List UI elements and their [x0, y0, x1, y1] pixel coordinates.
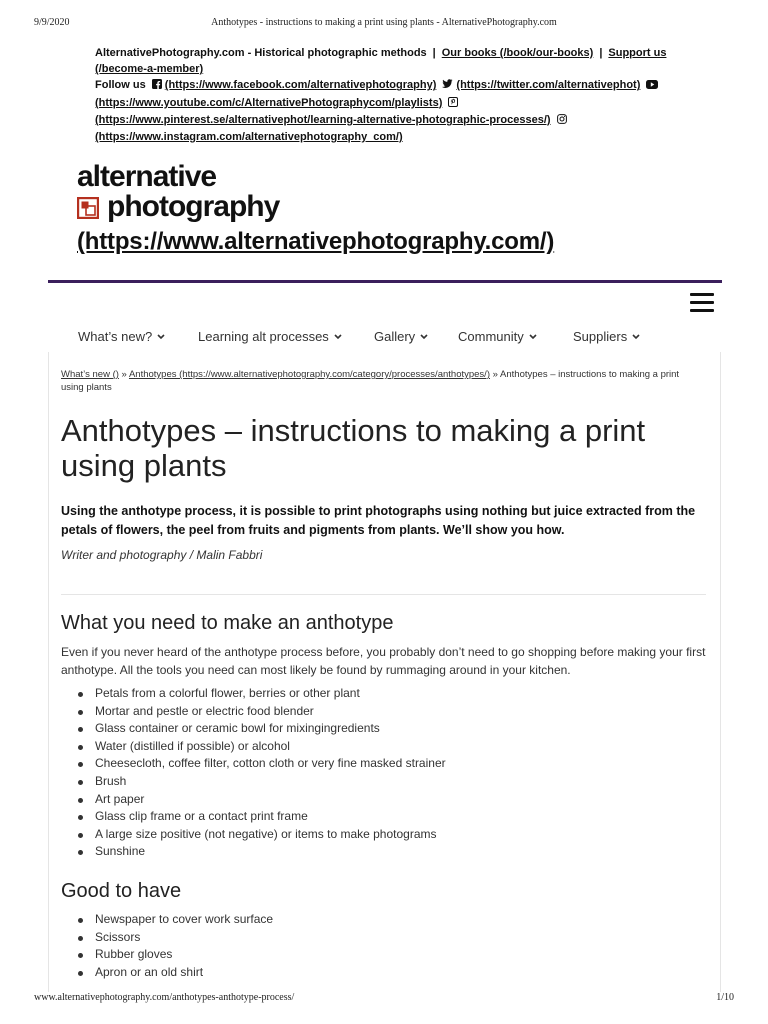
- print-page-number: 1/10: [716, 992, 734, 1003]
- top-bar: [95, 45, 695, 145]
- logo-text-photography: photography: [107, 190, 280, 223]
- facebook-link[interactable]: (https://www.facebook.com/alternativephotography): [164, 79, 437, 92]
- hamburger-bar: [690, 309, 714, 312]
- print-url: www.alternativephotography.com/anthotypes-anthotype-process/: [34, 992, 295, 1003]
- pinterest-icon: [448, 96, 458, 112]
- logo-text-alternative: alternative: [77, 160, 217, 193]
- nav-item-label: Suppliers: [573, 329, 628, 344]
- content-border-left: [48, 352, 49, 992]
- twitter-link[interactable]: (https://twitter.com/alternativephot): [456, 79, 641, 92]
- article-title: Anthotypes – instructions to making a print using plants: [61, 413, 646, 483]
- list-item: Newspaper to cover work surface: [77, 911, 273, 929]
- list-item: Art paper: [77, 791, 446, 809]
- instagram-icon: [557, 113, 567, 129]
- youtube-link[interactable]: (https://www.youtube.com/c/AlternativePhotographycom/playlists): [95, 96, 443, 109]
- nav-item-label: Gallery: [374, 329, 416, 344]
- list-item: Scissors: [77, 929, 273, 947]
- logo-line-photography: [77, 190, 279, 227]
- nav-item-gallery[interactable]: [374, 328, 428, 344]
- list-item: Sunshine: [77, 843, 446, 861]
- pinterest-link[interactable]: (https://www.pinterest.se/alternativephot/learning-alternative-photographic-processes/): [95, 113, 551, 126]
- chevron-down-icon: [632, 328, 640, 343]
- breadcrumb-separator: »: [492, 369, 498, 380]
- article-byline: Writer and photography / Malin Fabbri: [61, 548, 263, 562]
- print-page-title: Anthotypes - instructions to making a print using plants - AlternativePhotography.com: [211, 17, 557, 28]
- list-item: Apron or an old shirt: [77, 964, 273, 982]
- article-lead: Using the anthotype process, it is possible to print photographs using nothing but juice extracted from the petals of flowers, the peel from fruits and pigments from plants. We’ll show you how.: [61, 504, 696, 537]
- nav-item-label: Community: [458, 329, 524, 344]
- good-to-have-list: [77, 911, 273, 981]
- section-heading-good-to-have: Good to have: [61, 880, 182, 902]
- breadcrumb-current: Anthotypes – instructions to making a print using plants: [61, 369, 680, 393]
- list-item: Rubber gloves: [77, 946, 273, 964]
- support-us-link[interactable]: Support us (/become-a-member): [95, 47, 667, 76]
- hamburger-bar: [690, 293, 714, 296]
- logo-home-link[interactable]: (https://www.alternativephotography.com/): [77, 228, 555, 255]
- nav-item-label: Learning alt processes: [198, 329, 329, 344]
- logo-mark-icon: [77, 193, 99, 227]
- header-divider: [48, 280, 722, 283]
- print-footer: [34, 992, 734, 1006]
- separator: |: [599, 47, 603, 59]
- site-label: AlternativePhotography.com - Historical photographic methods: [95, 47, 427, 59]
- section-divider: [61, 594, 706, 595]
- nav-item-community[interactable]: [458, 328, 537, 344]
- list-item: Petals from a colorful flower, berries or other plant: [77, 685, 446, 703]
- breadcrumb-separator: »: [121, 369, 127, 380]
- list-item: Water (distilled if possible) or alcohol: [77, 738, 446, 756]
- breadcrumb-home-link[interactable]: What’s new (): [61, 369, 119, 380]
- twitter-icon: [442, 78, 453, 94]
- nav-item-label: What’s new?: [78, 329, 153, 344]
- list-item: Glass container or ceramic bowl for mixingingredients: [77, 720, 446, 738]
- hamburger-bar: [690, 301, 714, 304]
- print-date: 9/9/2020: [34, 17, 70, 28]
- breadcrumb-category-link[interactable]: Anthotypes (https://www.alternativephotography.com/category/processes/anthotypes/): [128, 369, 490, 380]
- chevron-down-icon: [529, 328, 537, 343]
- print-header: [34, 17, 734, 31]
- separator: |: [432, 47, 436, 59]
- chevron-down-icon: [420, 328, 428, 343]
- follow-us-label: Follow us: [95, 79, 146, 92]
- list-item: Cheesecloth, coffee filter, cotton cloth or very fine masked strainer: [77, 755, 446, 773]
- list-item: Glass clip frame or a contact print frame: [77, 808, 446, 826]
- breadcrumb: [61, 368, 701, 394]
- section-intro: Even if you never heard of the anthotype process before, you probably don’t need to go shopping before making your first anthotype. All the tools you need can most likely be found by rummaging around in your kitchen.: [61, 645, 706, 677]
- list-item: A large size positive (not negative) or items to make photograms: [77, 826, 446, 844]
- instagram-link[interactable]: (https://www.instagram.com/alternativephotography_com/): [95, 131, 403, 144]
- list-item: Mortar and pestle or electric food blender: [77, 703, 446, 721]
- youtube-icon: [646, 78, 658, 94]
- chevron-down-icon: [334, 328, 342, 343]
- materials-list: [77, 685, 446, 861]
- section-heading-what-you-need: What you need to make an anthotype: [61, 612, 394, 634]
- list-item: Brush: [77, 773, 446, 791]
- our-books-link[interactable]: Our books (/book/our-books): [441, 47, 594, 59]
- nav-item-suppliers[interactable]: [573, 328, 640, 344]
- nav-item-whats-new[interactable]: [78, 328, 165, 344]
- menu-toggle-button[interactable]: [690, 293, 714, 313]
- facebook-icon: [152, 78, 162, 94]
- chevron-down-icon: [157, 328, 165, 343]
- nav-item-learning[interactable]: [198, 328, 342, 344]
